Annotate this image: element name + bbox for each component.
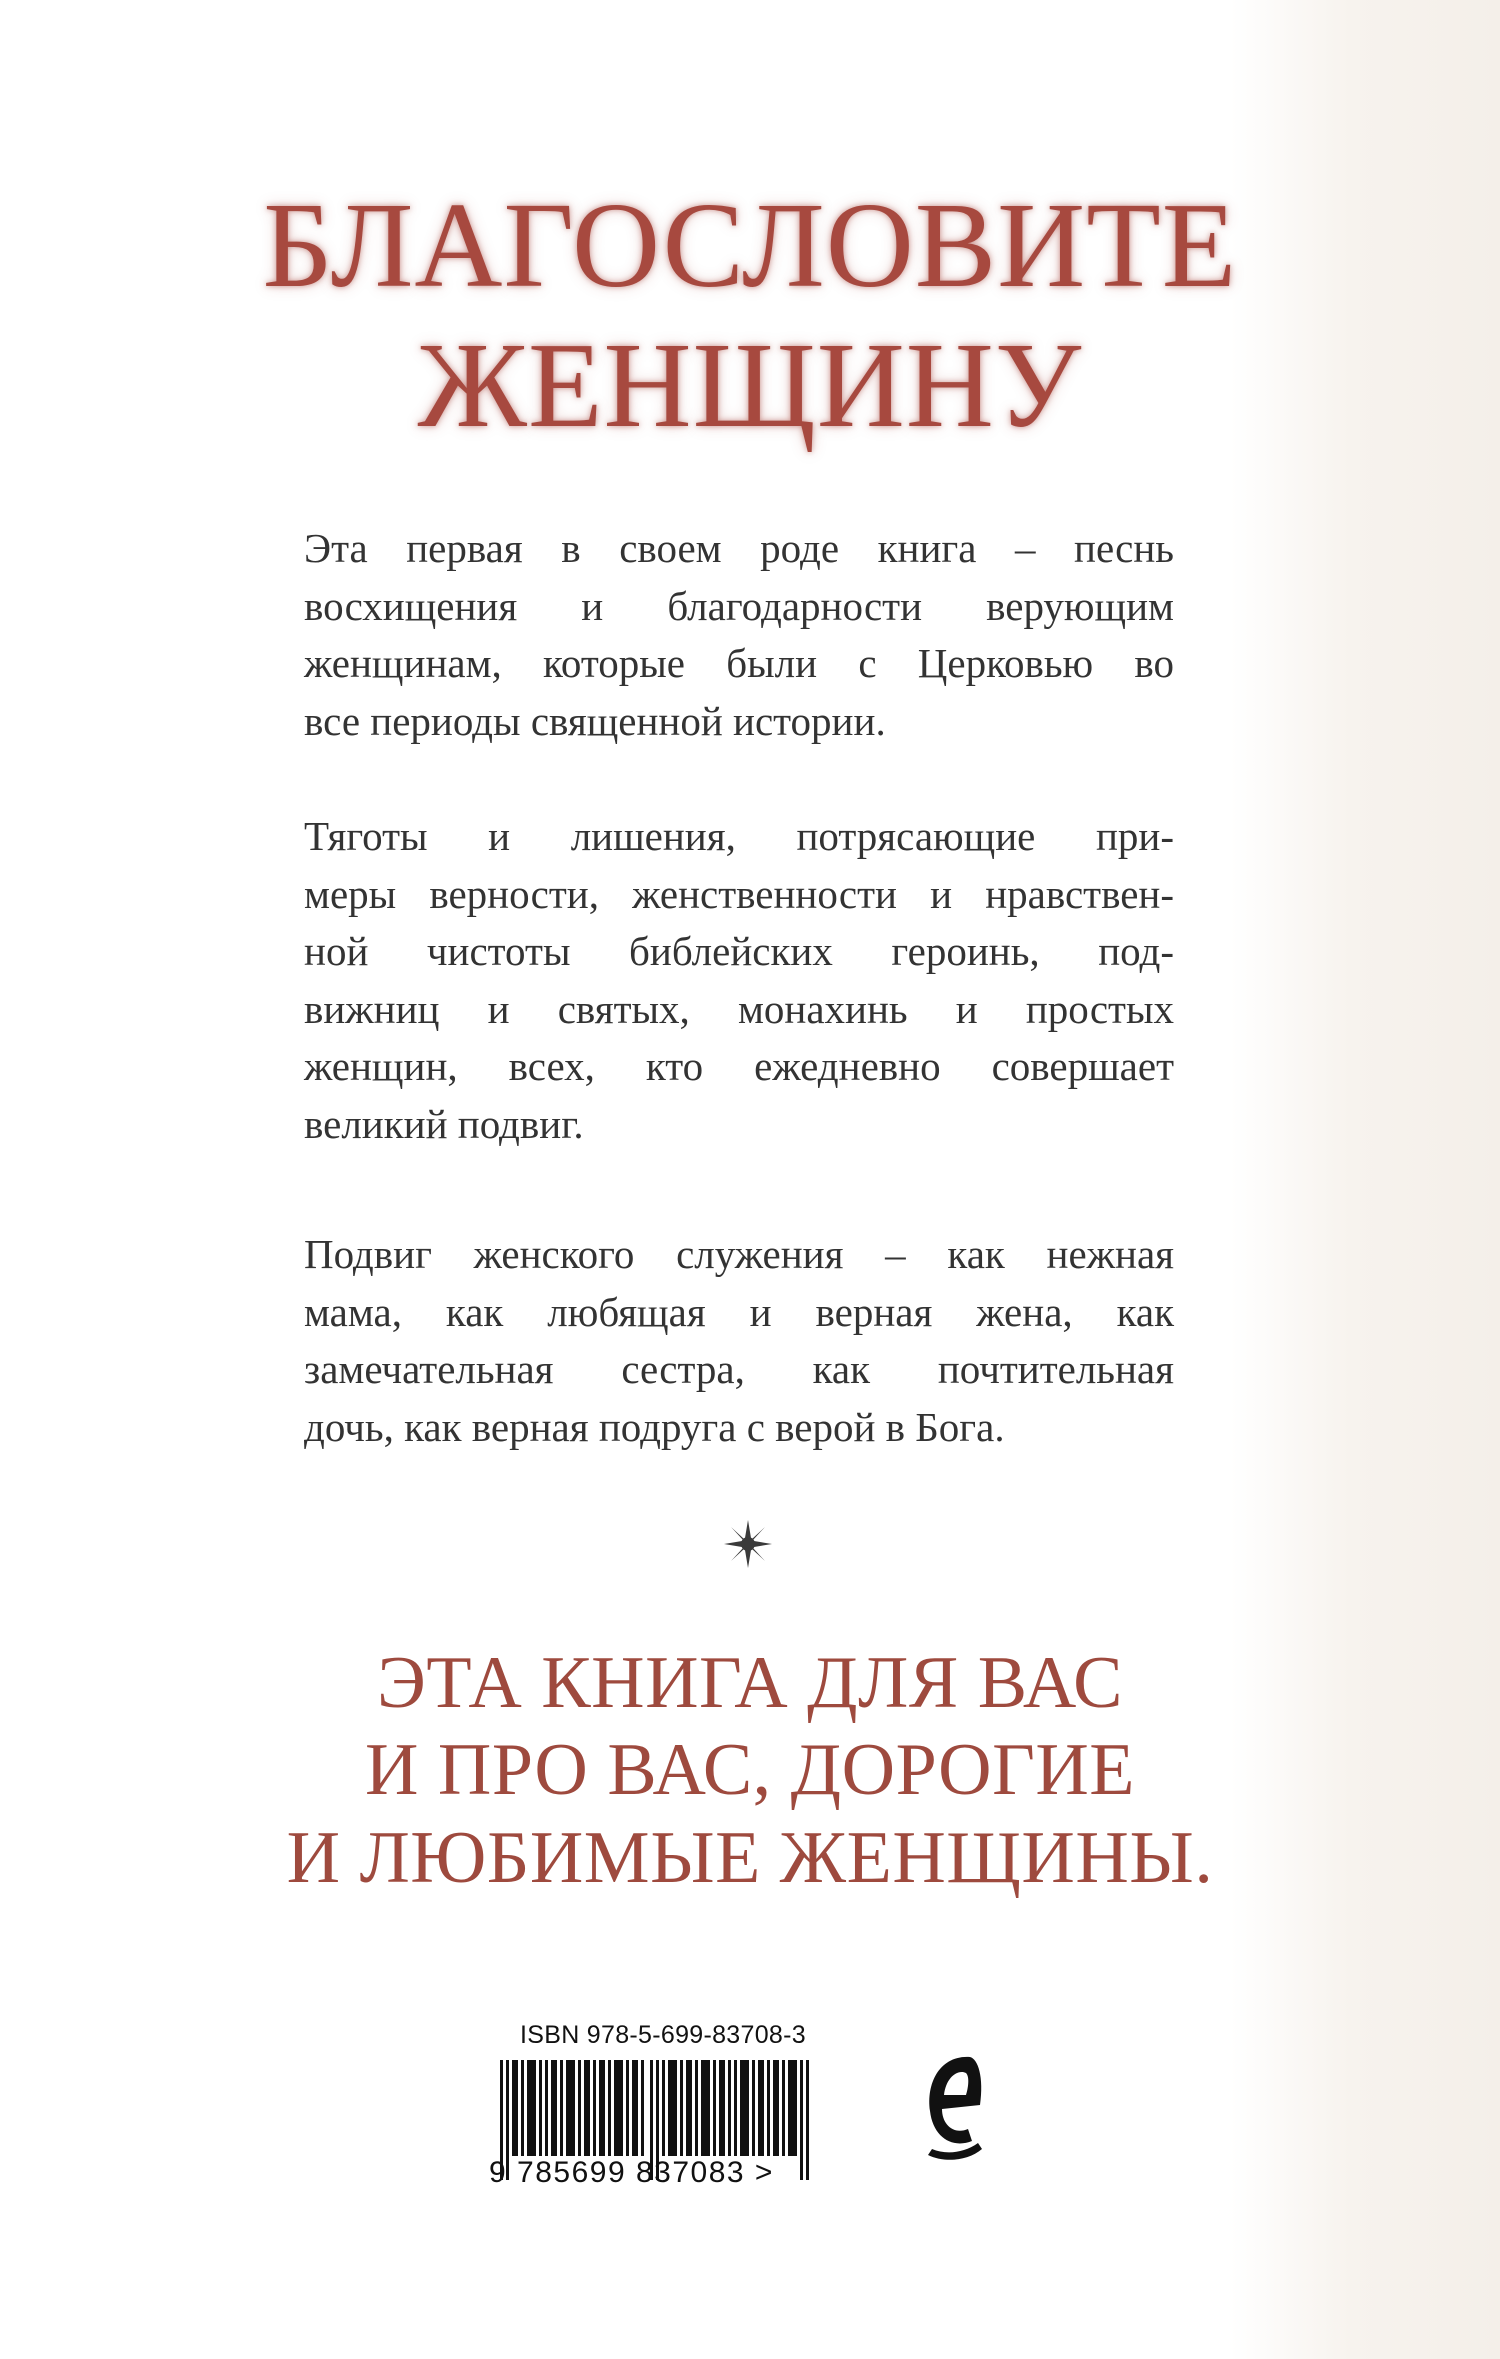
paragraph-intro: [304, 520, 1174, 750]
paragraph-hardships: [304, 808, 1174, 1153]
tagline-line-1: ЭТА КНИГА ДЛЯ ВАС: [376, 1642, 1124, 1724]
title-line-1: БЛАГОСЛОВИТЕ: [262, 178, 1238, 313]
star-ornament-icon: [722, 1518, 774, 1570]
paragraph-line: все периоды священной истории.: [304, 697, 886, 744]
paragraph-line: Подвиг женского служения – как нежная: [304, 1231, 1174, 1277]
paragraph-line: дочь, как верная подруга с верой в Бога.: [304, 1403, 1005, 1450]
paragraph-line: вижниц и святых, монахинь и простых: [304, 985, 1174, 1032]
paragraph-line: Эта первая в своем роде книга – песнь: [304, 525, 1174, 571]
paragraph-line: женщинам, которые были с Церковью во: [304, 640, 1174, 686]
tagline-line-3: И ЛЮБИМЫЕ ЖЕНЩИНЫ.: [286, 1817, 1214, 1899]
tagline-line-2: И ПРО ВАС, ДОРОГИЕ: [364, 1729, 1136, 1811]
paragraph-line: Тяготы и лишения, потрясающие при-: [304, 813, 1174, 859]
title-line-2: ЖЕНЩИНУ: [417, 318, 1083, 453]
paragraph-line: восхищения и благодарности верующим: [304, 582, 1174, 629]
paragraph-service: [304, 1226, 1174, 1456]
paragraph-line: женщин, всех, кто ежедневно совершает: [304, 1043, 1174, 1089]
publisher-logo-icon: [920, 2045, 990, 2165]
paragraph-line: меры верности, женственности и нравствен-: [304, 870, 1174, 917]
paragraph-line: великий подвиг.: [304, 1100, 584, 1147]
isbn-label: ISBN 978-5-699-83708-3: [520, 2021, 806, 2049]
barcode-digits: 9 785699 837083 >: [489, 2156, 774, 2189]
paragraph-line: ной чистоты библейских героинь, под-: [304, 928, 1174, 974]
paragraph-line: замечательная сестра, как почтительная: [304, 1346, 1174, 1392]
paragraph-line: мама, как любящая и верная жена, как: [304, 1288, 1174, 1335]
